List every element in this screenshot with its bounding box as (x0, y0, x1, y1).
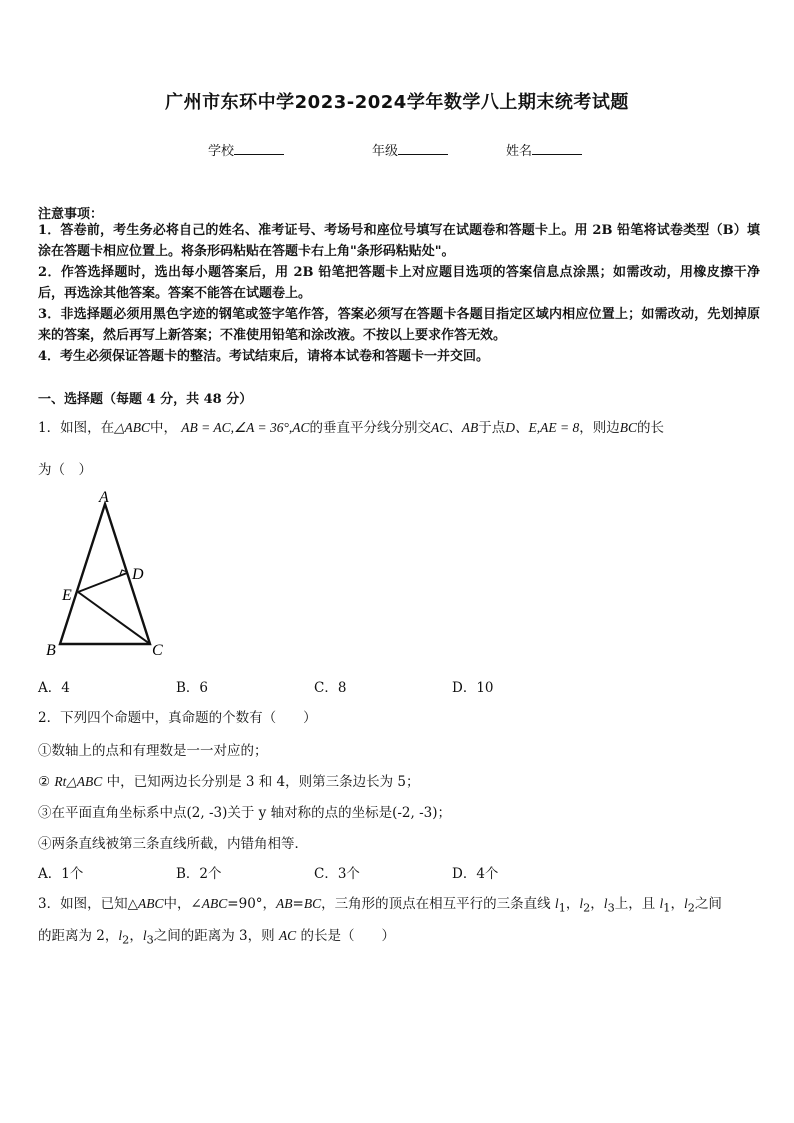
q2-text: ② (38, 774, 55, 790)
q3-text: ， (129, 928, 143, 944)
q2-statement-4: ④两条直线被第三条直线所截，内错角相等． (38, 836, 308, 852)
q3-text: 中，∠ (163, 896, 202, 912)
q3-text: 3．如图，已知△ (38, 896, 138, 912)
q2-statement-3: ③在平面直角坐标系中点(2, -3)关于 y 轴对称的点的坐标是(-2, -3)； (38, 805, 451, 821)
q3-subscript: 2 (122, 933, 130, 947)
q3-math: l (683, 896, 688, 911)
q1-text: 1．如图，在 (38, 420, 115, 436)
section-title: 一、选择题（每题 4 分，共 48 分） (38, 392, 253, 407)
notice-item-3: 3．非选择题必须用黑色字迹的钢笔或签字笔作答，答案必须写在答题卡各题目指定区域内相应位置上；如需改动，先划掉原来的答案，然后再写上新答案；不准使用铅笔和涂改液。不按以上要求作答无效。 (38, 307, 760, 343)
q2-option-d: D．4个 (452, 866, 499, 882)
q3-text: = (292, 896, 304, 912)
notice-label: 注意事项： (38, 207, 104, 222)
q3-math: BC (303, 896, 322, 911)
q3-math: l (603, 896, 608, 911)
q3-subscript: 3 (146, 933, 154, 947)
q3-subscript: 3 (607, 901, 615, 915)
q1-triangle-figure (40, 484, 180, 664)
q2-statement-2 (38, 770, 420, 790)
q1-math: △ABC (114, 420, 150, 435)
q3-math: AB (276, 896, 293, 911)
q3-math: l (579, 896, 584, 911)
q3-math: l (142, 928, 147, 943)
grade-label: 年级 (372, 144, 399, 159)
question-3-stem (38, 890, 760, 923)
q3-text: 上，且 (614, 896, 660, 912)
name-field (506, 140, 582, 159)
q3-text: ， (590, 896, 604, 912)
q1-text: 的垂直平分线分别交 (309, 420, 432, 436)
notice-item-1: 1．答卷前，考生务必将自己的姓名、准考证号、考场号和座位号填写在试题卷和答题卡上。用 2B 铅笔将试卷类型（B）填涂在答题卡相应位置上。将条形码粘贴在答题卡右上角"条形码粘贴处"。 (38, 223, 760, 259)
q3-subscript: 1 (663, 901, 671, 915)
school-field (208, 140, 284, 159)
q1-text: ，则边 (579, 420, 620, 436)
question-1-stem (38, 414, 760, 442)
q3-math: AC (278, 928, 297, 943)
q3-text: 的长是（ ） (296, 928, 395, 944)
school-blank (234, 142, 284, 155)
q1-text: 中， (149, 420, 177, 436)
q1-option-b: B．6 (176, 680, 209, 696)
q3-math: ABC (137, 896, 164, 911)
q1-text: 的长 (637, 420, 665, 436)
q3-text: 之间的距离为 3，则 (153, 928, 279, 944)
notice-item-4: 4．考生必须保证答题卡的整洁。考试结束后，请将本试卷和答题卡一并交回。 (38, 349, 490, 364)
school-label: 学校 (208, 144, 235, 159)
q1-option-d: D．10 (452, 680, 494, 696)
label-c: C (152, 642, 163, 659)
page-title: 广州市东环中学2023-2024学年数学八上期末统考试题 (165, 92, 629, 113)
q2-option-c: C．3个 (314, 866, 360, 882)
q1-option-c: C．8 (314, 680, 347, 696)
q3-text: 之间 (694, 896, 722, 912)
label-d: D (132, 566, 144, 583)
q3-math: ABC (201, 896, 228, 911)
q3-math: l (659, 896, 664, 911)
perpendicular-bisector-ed (78, 573, 127, 592)
grade-blank (398, 142, 448, 155)
q1-math: AC、AB (431, 420, 479, 435)
q3-text: ，三角形的顶点在相互平行的三条直线 (321, 896, 555, 912)
name-label: 姓名 (506, 144, 533, 159)
label-a: A (99, 489, 109, 506)
name-blank (532, 142, 582, 155)
q1-math: AB = AC,∠A = 36°,AC (181, 420, 310, 435)
q3-math: l (554, 896, 559, 911)
grade-field (372, 140, 448, 159)
q3-subscript: 1 (558, 901, 566, 915)
question-1-line2: 为（ ） (38, 462, 92, 478)
segment-ec (78, 592, 150, 644)
q3-text: ， (565, 896, 580, 912)
q3-text: =90°， (227, 896, 277, 912)
q2-option-b: B．2个 (176, 866, 222, 882)
label-b: B (46, 642, 56, 659)
q1-math: D、E,AE = 8 (505, 420, 580, 435)
q3-subscript: 2 (687, 901, 695, 915)
q3-text: ， (670, 896, 684, 912)
question-3-line2 (38, 922, 760, 955)
q2-statement-1: ①数轴上的点和有理数是一一对应的； (38, 743, 268, 759)
label-e: E (62, 587, 72, 604)
q1-option-a: A．4 (38, 680, 70, 696)
q3-subscript: 2 (583, 901, 591, 915)
notice-item-2: 2．作答选择题时，选出每小题答案后，用 2B 铅笔把答题卡上对应题目选项的答案信息点涂黑；如需改动，用橡皮擦干净后，再选涂其他答案。答案不能答在试题卷上。 (38, 265, 760, 301)
question-2-stem: 2．下列四个命题中，真命题的个数有（ ） (38, 710, 317, 726)
q1-math: BC (619, 420, 638, 435)
q2-text: 中，已知两边长分别是 3 和 4，则第三条边长为 5； (102, 774, 420, 790)
q2-math: Rt△ABC (54, 774, 103, 789)
q1-text: 于点 (478, 420, 506, 436)
q3-text: 的距离为 2， (38, 928, 119, 944)
q3-math: l (118, 928, 123, 943)
q2-option-a: A．1个 (38, 866, 84, 882)
